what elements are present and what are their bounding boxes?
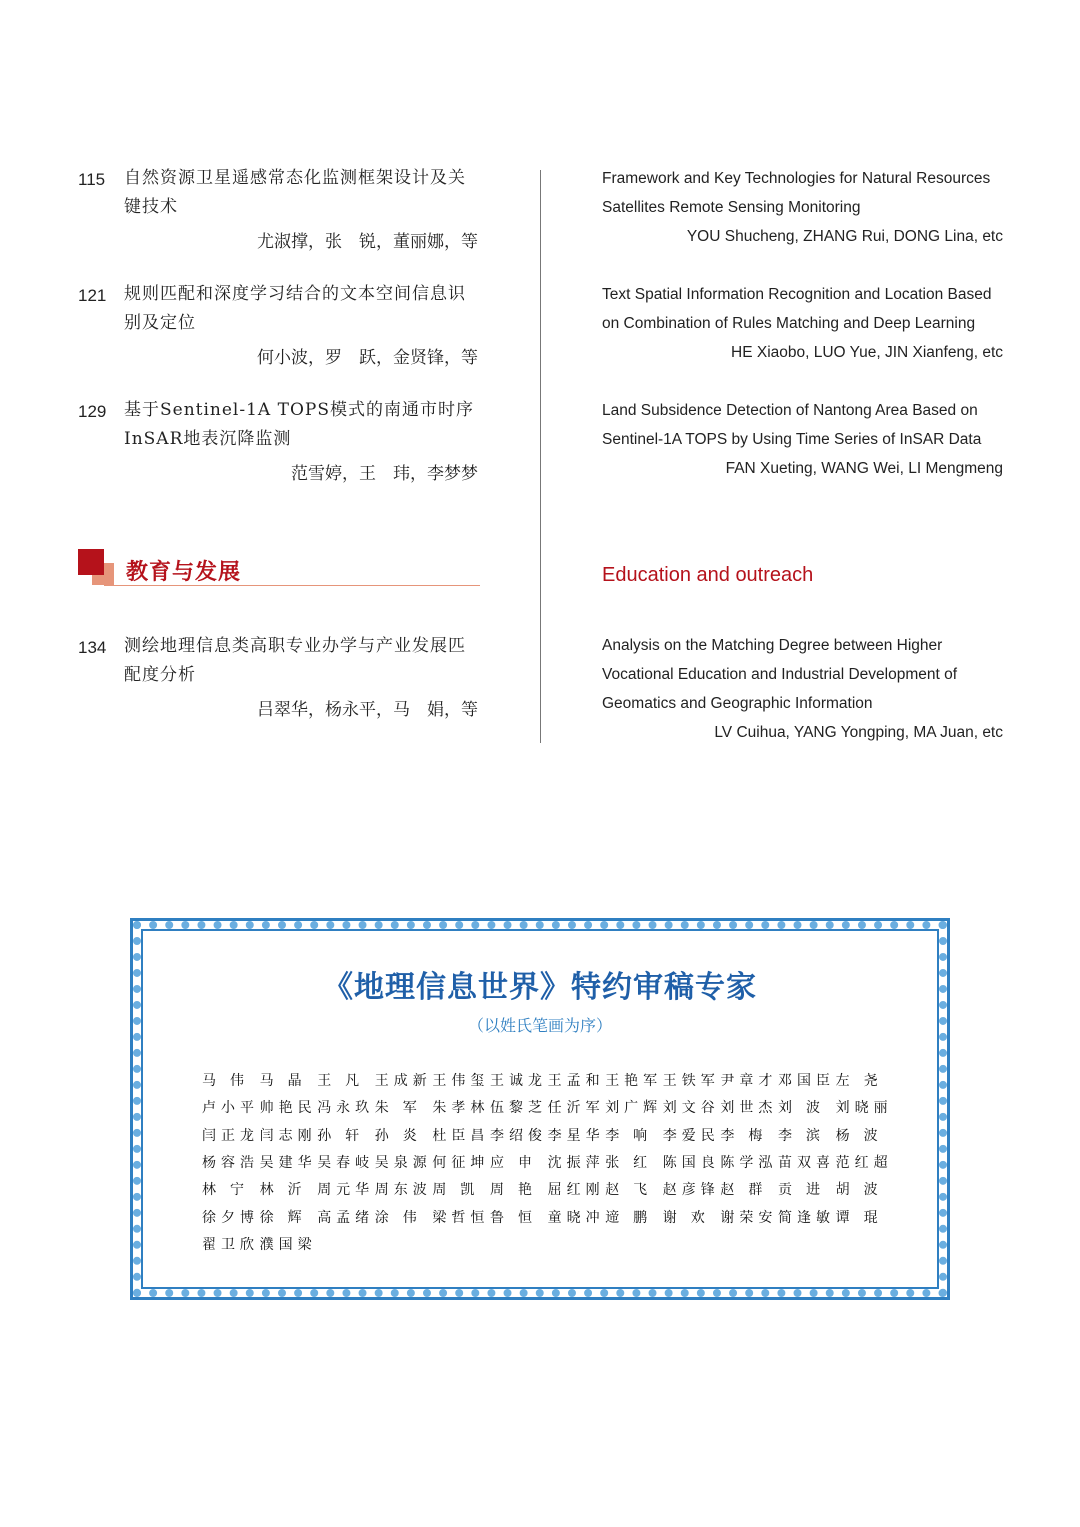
reviewer-name: 李星华 bbox=[547, 1127, 600, 1144]
entry-en-title-line: on Combination of Rules Matching and Deep Learning bbox=[602, 315, 976, 332]
reviewer-name: 周元华 bbox=[317, 1182, 370, 1199]
reviewer-name: 涂伟 bbox=[374, 1209, 417, 1226]
reviewer-name: 林沂 bbox=[259, 1182, 302, 1199]
entry-page-number: 134 bbox=[78, 638, 107, 657]
reviewer-name: 高孟绪 bbox=[317, 1209, 370, 1226]
entry-zh-title-line: 测绘地理信息类高职专业办学与产业发展匹 bbox=[124, 636, 466, 656]
entry-en-title bbox=[602, 164, 1022, 222]
entry-zh-authors: 何小波，罗 跃，金贤锋，等 bbox=[257, 348, 478, 368]
reviewer-name: 冯永玖 bbox=[317, 1100, 370, 1117]
reviewer-name: 吴泉源 bbox=[374, 1154, 427, 1171]
reviewer-name: 朱孝林 bbox=[432, 1100, 485, 1117]
entry-en-authors: LV Cuihua, YANG Yongping, MA Juan, etc bbox=[714, 724, 1003, 741]
reviewer-name: 李爱民 bbox=[662, 1127, 715, 1144]
reviewer-name: 王诚龙 bbox=[490, 1073, 542, 1089]
reviewer-name: 谢荣安 bbox=[720, 1209, 773, 1226]
entry-en-authors: HE Xiaobo, LUO Yue, JIN Xianfeng, etc bbox=[731, 344, 1003, 361]
reviewer-name: 李绍俊 bbox=[490, 1127, 542, 1144]
reviewer-name: 赵彦锋 bbox=[662, 1182, 715, 1199]
reviewer-name: 苗双喜 bbox=[778, 1154, 830, 1171]
entry-zh-title-line: 基于Sentinel-1A TOPS模式的南通市时序 bbox=[124, 400, 474, 420]
reviewer-name: 吴建华 bbox=[259, 1154, 312, 1171]
reviewer-name: 伍黎芝 bbox=[490, 1100, 542, 1117]
reviewer-name: 张红 bbox=[605, 1154, 648, 1171]
reviewer-name: 周艳 bbox=[490, 1182, 532, 1199]
reviewer-name: 王凡 bbox=[317, 1073, 360, 1089]
reviewer-name: 马晶 bbox=[259, 1073, 302, 1089]
reviewer-name: 周东波 bbox=[374, 1182, 427, 1199]
reviewer-name: 梁哲恒 bbox=[432, 1209, 485, 1226]
reviewer-name: 王孟和 bbox=[547, 1073, 600, 1089]
reviewer-name: 遆鹏 bbox=[605, 1209, 648, 1226]
reviewer-name: 应申 bbox=[490, 1154, 532, 1171]
reviewer-name: 范红超 bbox=[835, 1154, 888, 1171]
reviewer-name: 刘广辉 bbox=[605, 1100, 658, 1117]
reviewer-name: 杨容浩 bbox=[202, 1154, 254, 1171]
entry-en-authors: FAN Xueting, WANG Wei, LI Mengmeng bbox=[725, 460, 1003, 477]
entry-zh-title-line: 规则匹配和深度学习结合的文本空间信息识 bbox=[124, 284, 466, 304]
entry-en-title-line: Land Subsidence Detection of Nantong Area Based on bbox=[602, 402, 978, 419]
section-title-en: Education and outreach bbox=[602, 564, 814, 586]
reviewer-name: 王成新 bbox=[374, 1073, 427, 1089]
reviewer-name: 吴春岐 bbox=[317, 1154, 370, 1171]
reviewer-name: 赵飞 bbox=[605, 1182, 648, 1199]
reviewer-name: 胡波 bbox=[835, 1182, 878, 1199]
entry-en-title bbox=[602, 631, 1022, 718]
reviewer-name: 谭琨 bbox=[835, 1209, 878, 1226]
reviewer-name: 简逢敏 bbox=[778, 1209, 830, 1226]
entry-en-title-line: Framework and Key Technologies for Natural Resources bbox=[602, 170, 991, 187]
reviewer-name: 鲁恒 bbox=[490, 1209, 532, 1226]
entry-zh-authors: 范雪婷，王 玮，李梦梦 bbox=[291, 464, 478, 484]
entry-zh-title bbox=[124, 280, 480, 338]
entry-page-number: 121 bbox=[78, 286, 107, 305]
entry-page-number: 129 bbox=[78, 402, 107, 421]
reviewer-name: 王铁军 bbox=[662, 1073, 715, 1089]
entry-en-title-line: Sentinel-1A TOPS by Using Time Series of InSAR Data bbox=[602, 431, 982, 448]
reviewer-name: 王伟玺 bbox=[432, 1073, 485, 1089]
reviewer-subtitle: （以姓氏笔画为序） bbox=[467, 1016, 612, 1035]
section-marker-dark bbox=[78, 549, 104, 575]
entry-zh-title bbox=[124, 164, 480, 222]
reviewer-name: 孙轩 bbox=[317, 1127, 360, 1144]
reviewer-name: 陈学泓 bbox=[720, 1154, 773, 1171]
reviewer-name: 徐夕博 bbox=[202, 1209, 254, 1226]
entry-zh-title-line: 配度分析 bbox=[124, 665, 196, 685]
entry-zh-title bbox=[124, 396, 480, 454]
entry-en-title-line: Satellites Remote Sensing Monitoring bbox=[602, 199, 861, 216]
entry-zh-authors: 尤淑撑，张 锐，董丽娜，等 bbox=[257, 232, 478, 252]
reviewer-name: 周凯 bbox=[432, 1182, 475, 1199]
entry-zh-title-line: InSAR地表沉降监测 bbox=[124, 429, 292, 449]
reviewer-name: 杜臣昌 bbox=[432, 1127, 485, 1144]
reviewer-name: 谢欢 bbox=[662, 1209, 705, 1226]
reviewer-title: 《地理信息世界》特约审稿专家 bbox=[323, 970, 757, 1005]
column-divider bbox=[540, 170, 541, 743]
entry-en-authors: YOU Shucheng, ZHANG Rui, DONG Lina, etc bbox=[686, 228, 1003, 245]
entry-zh-authors: 吕翠华，杨永平，马 娟，等 bbox=[257, 700, 478, 720]
reviewer-name: 贡进 bbox=[778, 1182, 820, 1199]
reviewer-name: 王艳军 bbox=[605, 1073, 658, 1089]
reviewer-name: 刘世杰 bbox=[720, 1100, 773, 1117]
reviewer-name: 赵群 bbox=[720, 1182, 763, 1199]
entry-zh-title-line: 自然资源卫星遥感常态化监测框架设计及关 bbox=[124, 168, 466, 188]
section-title-zh: 教育与发展 bbox=[126, 560, 242, 585]
reviewer-name: 尹章才 bbox=[720, 1073, 773, 1089]
reviewer-name: 陈国良 bbox=[662, 1154, 715, 1171]
reviewer-name: 闫正龙 bbox=[202, 1127, 254, 1144]
reviewer-name: 杨波 bbox=[835, 1127, 878, 1144]
reviewer-name: 刘文谷 bbox=[662, 1100, 715, 1117]
reviewer-name: 林宁 bbox=[202, 1182, 244, 1199]
reviewer-name: 邓国臣 bbox=[778, 1073, 830, 1089]
reviewer-name: 孙炎 bbox=[374, 1127, 417, 1144]
entry-page-number: 115 bbox=[78, 170, 106, 189]
reviewer-name: 刘波 bbox=[778, 1100, 820, 1117]
reviewer-name: 翟卫欣 bbox=[202, 1236, 254, 1253]
reviewer-name: 李响 bbox=[605, 1127, 648, 1144]
reviewer-name: 李梅 bbox=[720, 1127, 763, 1144]
entry-zh-title-line: 别及定位 bbox=[124, 313, 196, 333]
reviewer-name: 帅艳民 bbox=[259, 1100, 312, 1117]
entry-en-title-line: Vocational Education and Industrial Development of bbox=[602, 666, 958, 683]
entry-en-title-line: Geomatics and Geographic Information bbox=[602, 695, 873, 712]
entry-en-title bbox=[602, 396, 1022, 454]
reviewer-name: 童晓冲 bbox=[547, 1209, 600, 1226]
entry-zh-title bbox=[124, 632, 480, 690]
reviewer-name: 任沂军 bbox=[547, 1100, 600, 1117]
entry-zh-title-line: 键技术 bbox=[124, 197, 178, 217]
reviewer-name: 沈振萍 bbox=[547, 1154, 600, 1171]
entry-en-title bbox=[602, 280, 1022, 338]
reviewer-name: 刘晓丽 bbox=[835, 1100, 888, 1117]
reviewer-name: 屈红刚 bbox=[547, 1182, 600, 1199]
reviewer-name: 闫志刚 bbox=[259, 1127, 312, 1144]
reviewer-name: 朱军 bbox=[374, 1100, 417, 1117]
reviewer-name: 何征坤 bbox=[432, 1154, 485, 1171]
entry-en-title-line: Analysis on the Matching Degree between Higher bbox=[602, 637, 943, 654]
entry-en-title-line: Text Spatial Information Recognition and Location Based bbox=[602, 286, 992, 303]
reviewer-name: 徐辉 bbox=[259, 1209, 302, 1226]
reviewer-name: 马伟 bbox=[202, 1073, 244, 1089]
reviewer-name: 濮国梁 bbox=[259, 1236, 312, 1253]
reviewer-name: 卢小平 bbox=[202, 1100, 254, 1117]
reviewer-name: 李滨 bbox=[778, 1127, 820, 1144]
reviewer-name: 左尧 bbox=[835, 1073, 878, 1089]
